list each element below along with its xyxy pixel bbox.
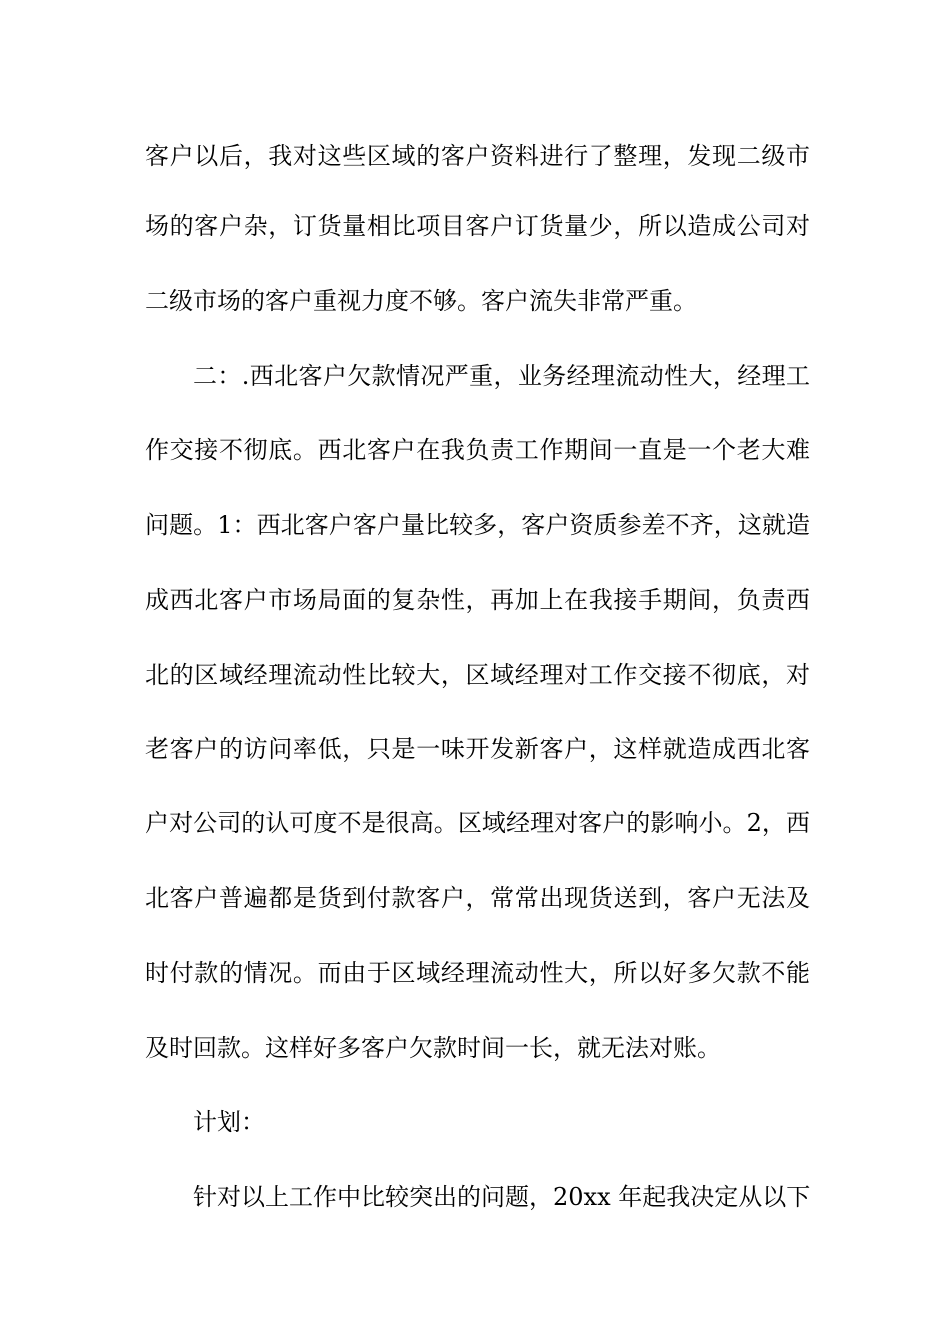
text-line: 二级市场的客户重视力度不够。客户流失非常严重。 xyxy=(145,287,697,315)
text-line: 场的客户杂，订货量相比项目客户订货量少，所以造成公司对 xyxy=(145,212,810,240)
text-line: 及时回款。这样好多客户欠款时间一长，就无法对账。 xyxy=(145,1034,721,1062)
paragraph-start-line: 针对以上工作中比较突出的问题，20xx 年起我决定从以下 xyxy=(193,1183,811,1211)
paragraph-start-line: 二：.西北客户欠款情况严重，业务经理流动性大，经理工 xyxy=(193,362,810,390)
text-line: 北客户普遍都是货到付款客户，常常出现货送到，客户无法及 xyxy=(145,884,810,912)
text-line: 老客户的访问率低，只是一味开发新客户，这样就造成西北客 xyxy=(145,735,810,763)
text-line: 成西北客户市场局面的复杂性，再加上在我接手期间，负责西 xyxy=(145,586,810,614)
text-line: 问题。1：西北客户客户量比较多，客户资质参差不齐，这就造 xyxy=(145,511,810,539)
text-line: 客户以后，我对这些区域的客户资料进行了整理，发现二级市 xyxy=(145,142,810,170)
text-line: 作交接不彻底。西北客户在我负责工作期间一直是一个老大难 xyxy=(145,436,810,464)
text-line: 户对公司的认可度不是很高。区域经理对客户的影响小。2，西 xyxy=(145,809,810,837)
text-line: 北的区域经理流动性比较大，区域经理对工作交接不彻底，对 xyxy=(145,661,810,689)
section-heading: 计划： xyxy=(193,1108,265,1136)
text-line: 时付款的情况。而由于区域经理流动性大，所以好多欠款不能 xyxy=(145,959,810,987)
